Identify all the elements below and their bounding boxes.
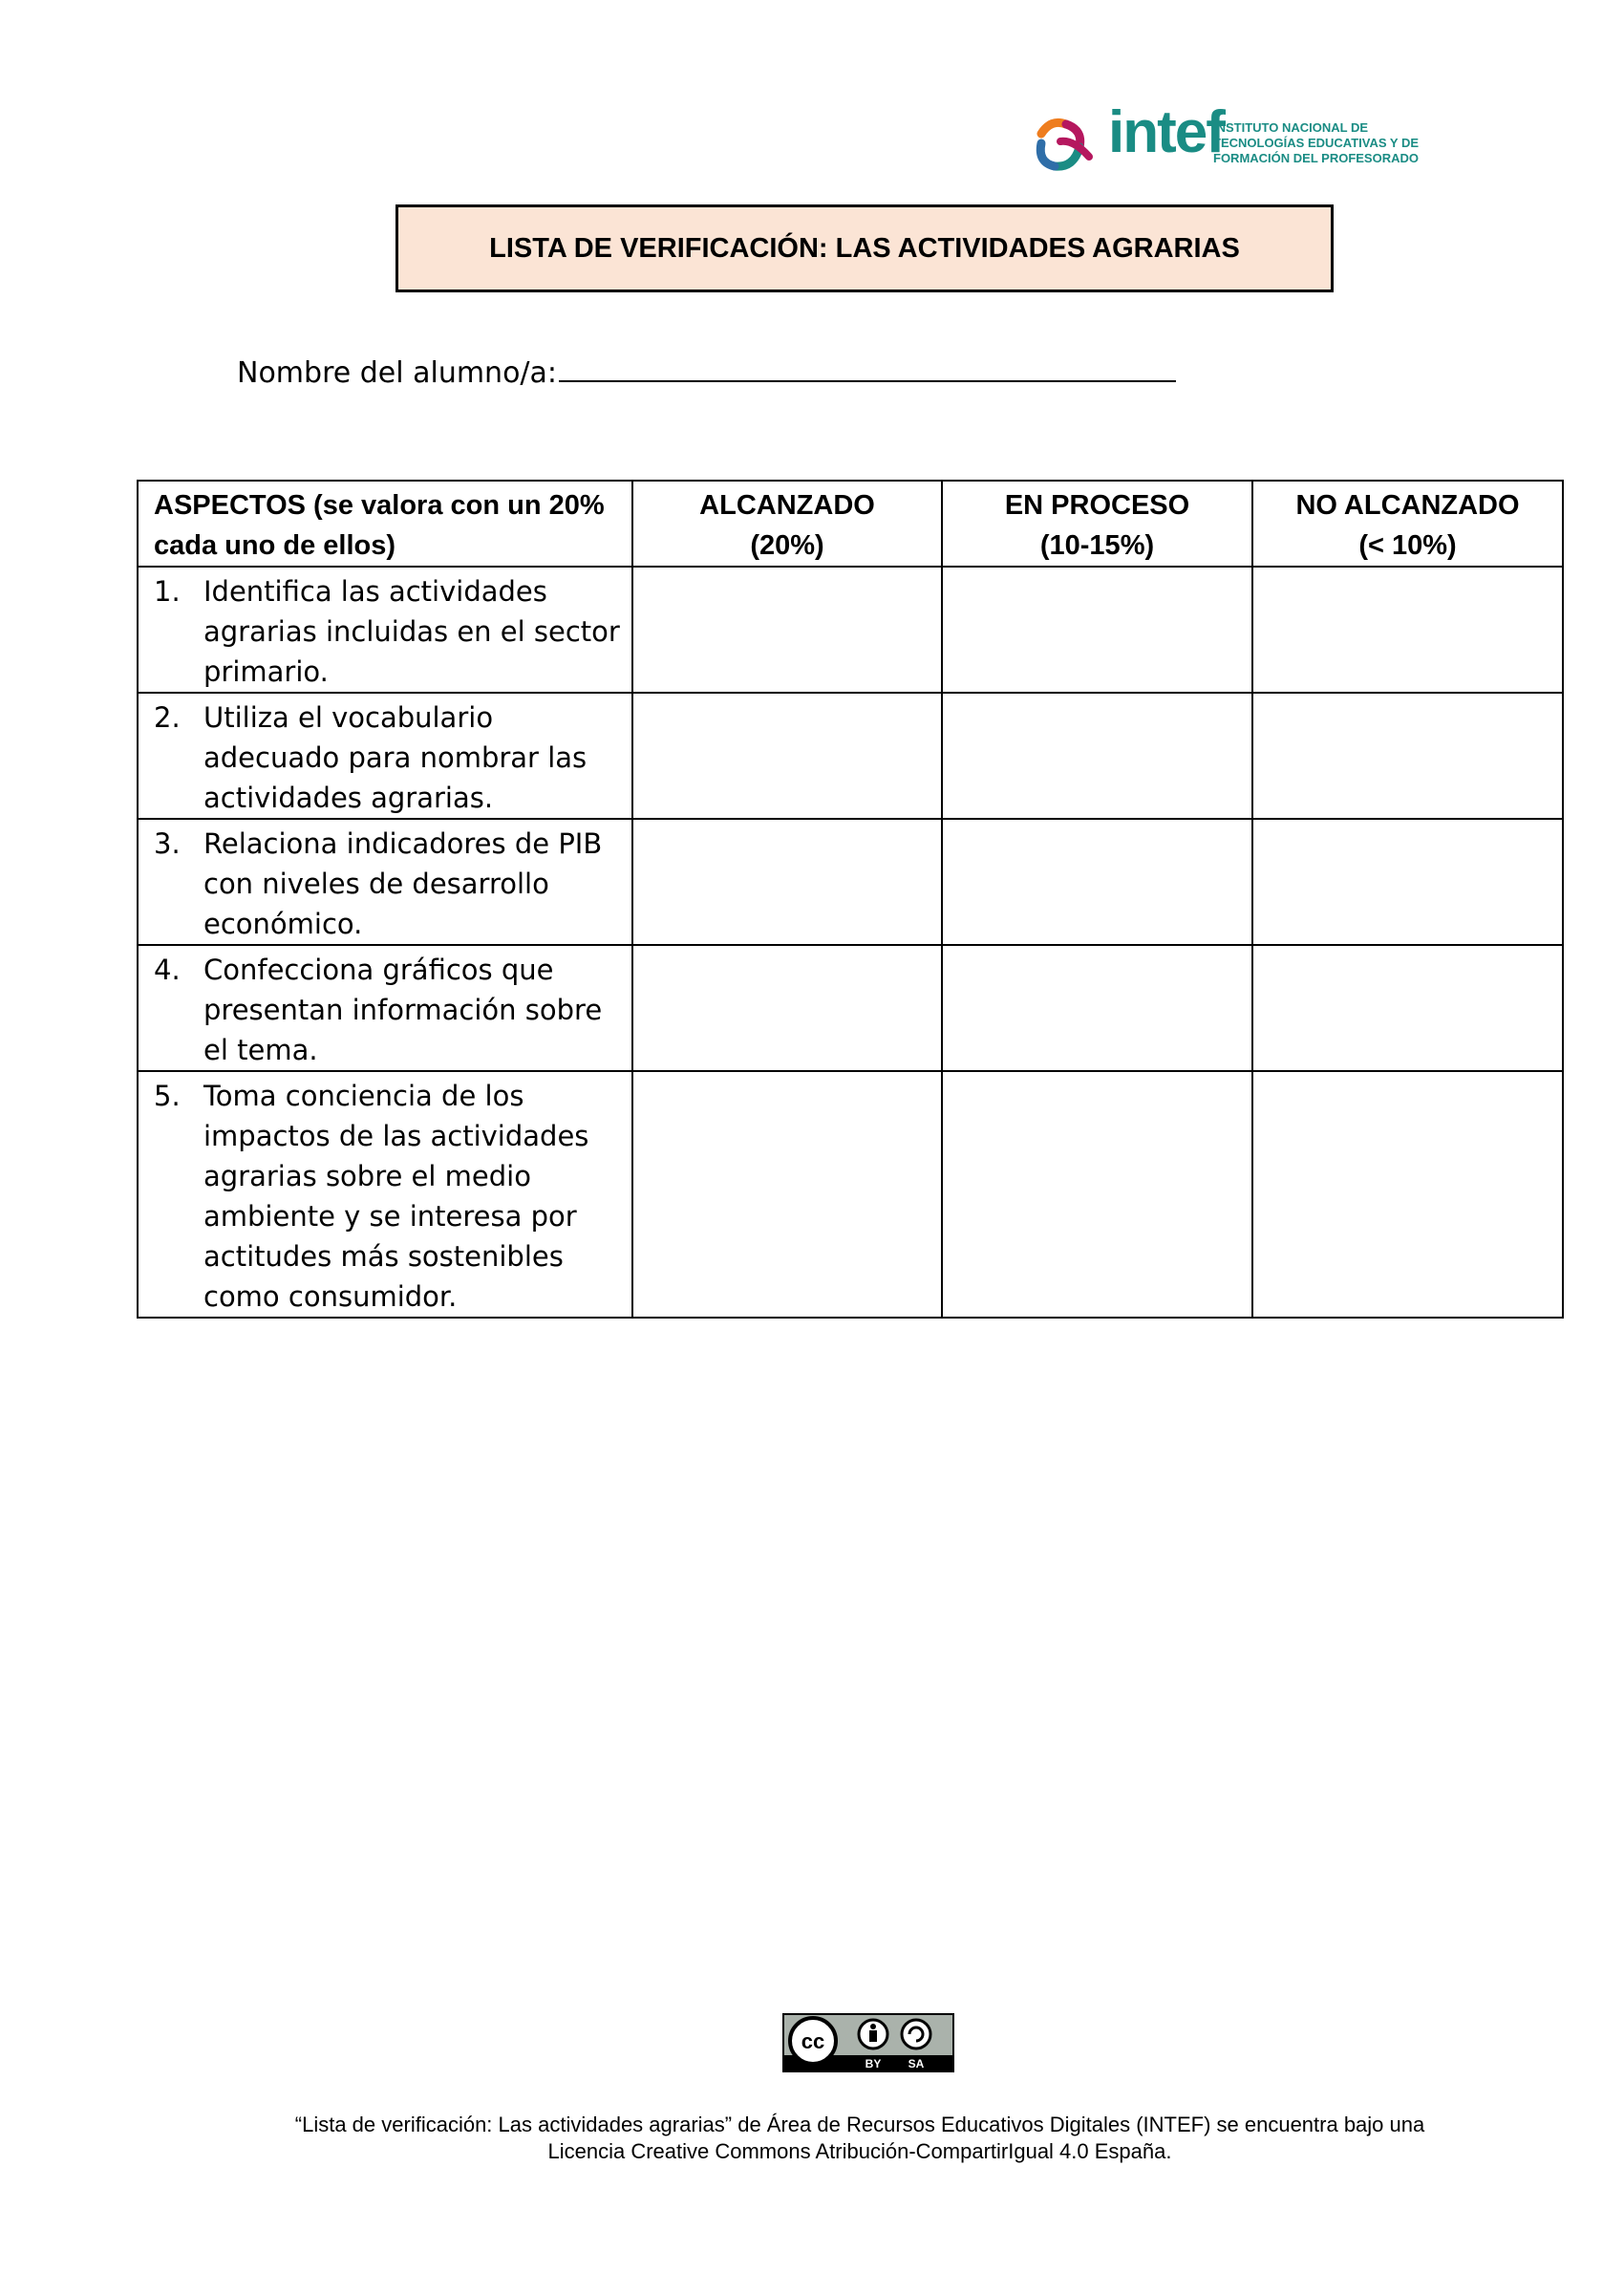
- cell-no-alcanzado[interactable]: [1252, 693, 1563, 819]
- table-row: [138, 693, 1563, 819]
- cell-en-proceso[interactable]: [942, 1071, 1252, 1318]
- intef-subtitle-line: FORMACIÓN DEL PROFESORADO: [1213, 151, 1419, 165]
- criterion-cell: [138, 819, 632, 945]
- criterion-number: 4.: [154, 954, 181, 986]
- intef-logo: [1032, 99, 1420, 182]
- criterion-number: 5.: [154, 1080, 181, 1112]
- header-no-alcanzado: NO ALCANZADO (< 10%): [1252, 481, 1563, 567]
- cc-text: cc: [801, 2029, 825, 2053]
- criterion-cell: [138, 1071, 632, 1318]
- criterion-text: Identifica las actividades agrarias incluidas en el sector primario.: [203, 575, 620, 688]
- table-row: [138, 819, 1563, 945]
- cc-by-sa-badge-icon[interactable]: [782, 2013, 954, 2072]
- footer-line: Licencia Creative Commons Atribución-CompartirIgual 4.0 España.: [547, 2139, 1172, 2163]
- table-row: [138, 1071, 1563, 1318]
- criterion-cell: [138, 945, 632, 1071]
- footer-line: “Lista de verificación: Las actividades agrarias” de Área de Recursos Educativos Digitales (INTEF) se encuentra bajo una: [294, 2113, 1425, 2136]
- criterion-cell: [138, 567, 632, 693]
- intef-subtitle-line: TECNOLOGÍAS EDUCATIVAS Y DE: [1213, 136, 1420, 150]
- cell-alcanzado[interactable]: [632, 945, 942, 1071]
- header-aspectos: ASPECTOS (se valora con un 20% cada uno de ellos): [138, 481, 632, 567]
- by-text: BY: [865, 2057, 882, 2070]
- cell-alcanzado[interactable]: [632, 693, 942, 819]
- criterion-text: Relaciona indicadores de PIB con niveles de desarrollo económico.: [203, 827, 603, 940]
- intef-subtitle-line: INSTITUTO NACIONAL DE: [1213, 120, 1369, 135]
- header-alcanzado: ALCANZADO (20%): [632, 481, 942, 567]
- license-footer: [239, 2112, 1481, 2165]
- cell-no-alcanzado[interactable]: [1252, 567, 1563, 693]
- cell-alcanzado[interactable]: [632, 1071, 942, 1318]
- table-row: [138, 945, 1563, 1071]
- cell-en-proceso[interactable]: [942, 819, 1252, 945]
- cell-alcanzado[interactable]: [632, 819, 942, 945]
- student-name-line: [237, 352, 1176, 390]
- cell-alcanzado[interactable]: [632, 567, 942, 693]
- header-en-proceso: EN PROCESO (10-15%): [942, 481, 1252, 567]
- cell-no-alcanzado[interactable]: [1252, 819, 1563, 945]
- criterion-text: Toma conciencia de los impactos de las actividades agrarias sobre el medio ambiente y se interesa por actitudes más sostenibles como consumidor.: [203, 1080, 589, 1313]
- criterion-text: Confecciona gráficos que presentan información sobre el tema.: [203, 954, 603, 1066]
- student-name-blank[interactable]: [559, 352, 1176, 382]
- cell-no-alcanzado[interactable]: [1252, 945, 1563, 1071]
- rubric-table: [137, 480, 1564, 1319]
- intef-subtitle: [1213, 120, 1420, 166]
- student-name-label: Nombre del alumno/a:: [237, 356, 558, 390]
- intef-knot-icon: [1032, 115, 1099, 178]
- cell-no-alcanzado[interactable]: [1252, 1071, 1563, 1318]
- cell-en-proceso[interactable]: [942, 945, 1252, 1071]
- criterion-number: 2.: [154, 701, 181, 734]
- document-title: LISTA DE VERIFICACIÓN: LAS ACTIVIDADES AGRARIAS: [395, 204, 1334, 292]
- sa-text: SA: [908, 2057, 925, 2070]
- cell-en-proceso[interactable]: [942, 567, 1252, 693]
- criterion-text: Utiliza el vocabulario adecuado para nombrar las actividades agrarias.: [203, 701, 588, 814]
- table-row: [138, 567, 1563, 693]
- cell-en-proceso[interactable]: [942, 693, 1252, 819]
- intef-wordmark: intef: [1108, 99, 1224, 165]
- criterion-number: 1.: [154, 575, 181, 608]
- criterion-number: 3.: [154, 827, 181, 860]
- criterion-cell: [138, 693, 632, 819]
